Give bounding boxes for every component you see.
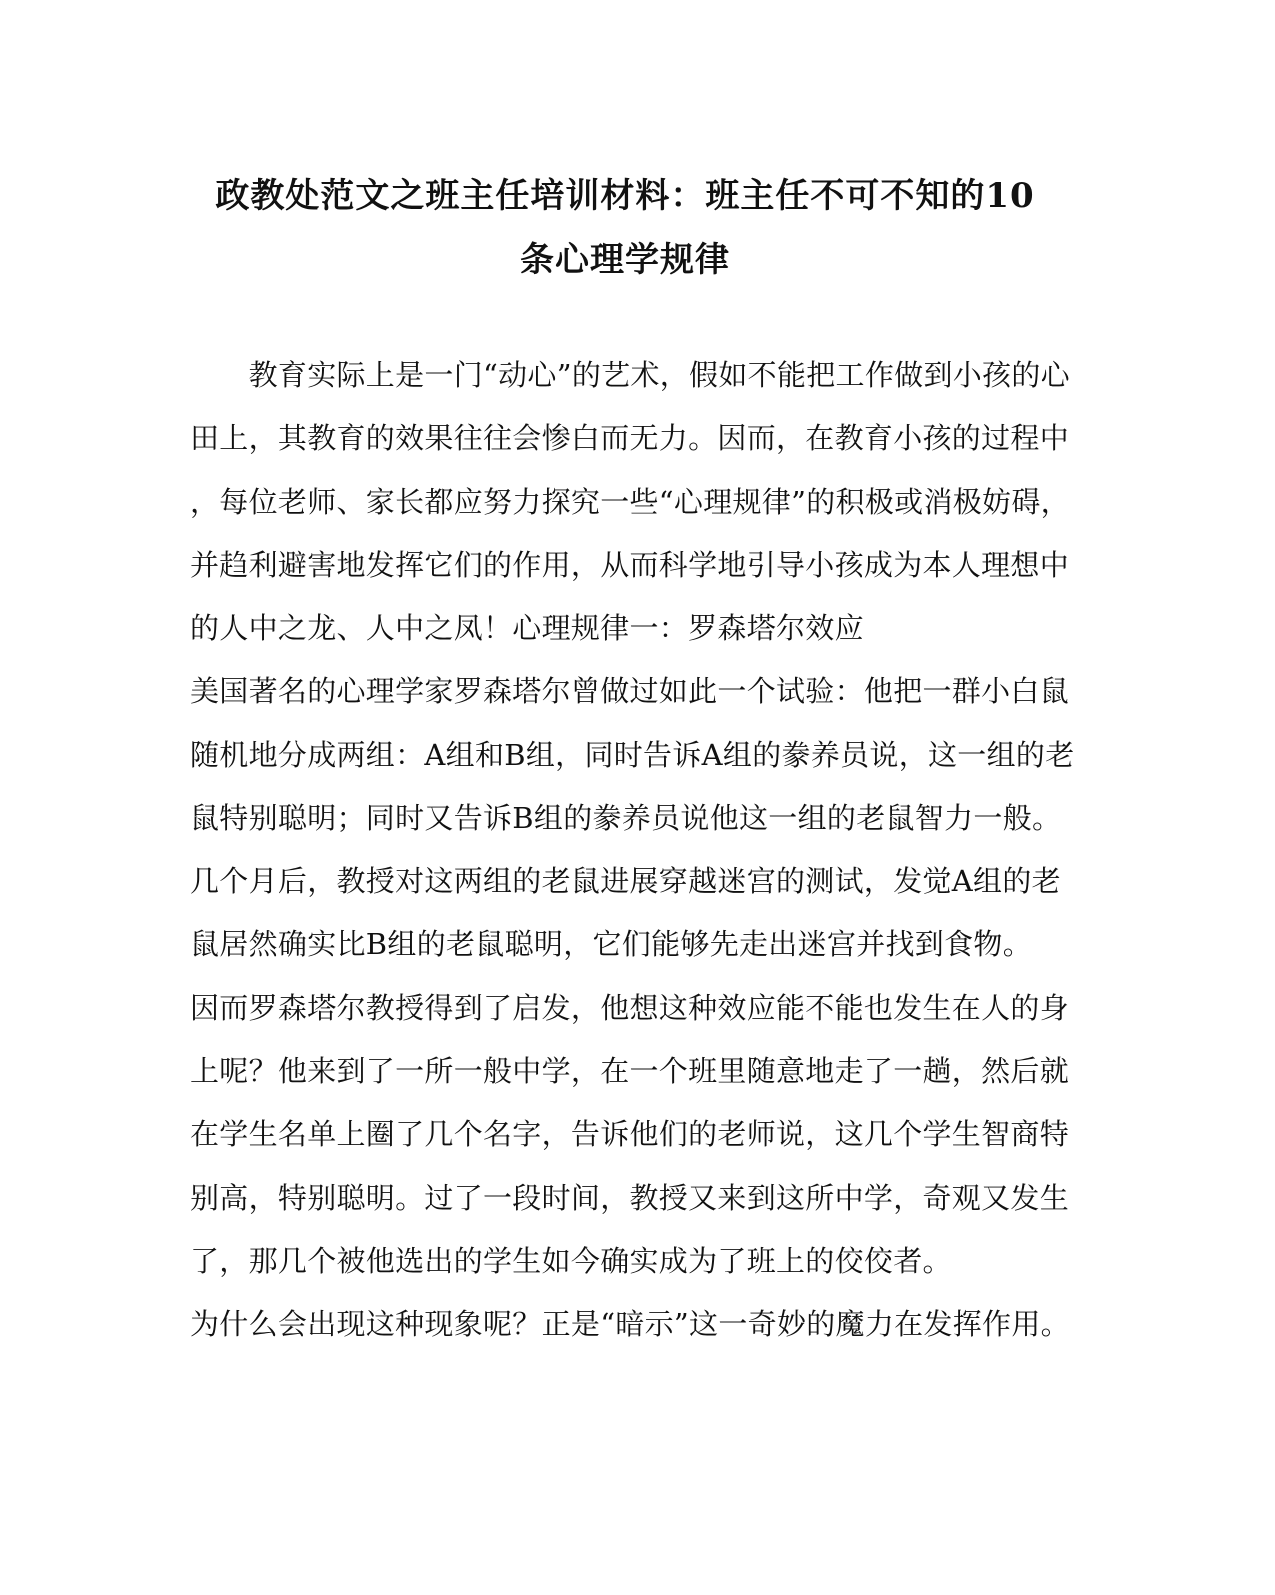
body-text-line: 美国著名的心理学家罗森塔尔曾做过如此一个试验：他把一群小白鼠 [190,674,1070,708]
body-text-line: 田上，其教育的效果往往会惨白而无力。因而，在教育小孩的过程中 [190,421,1070,455]
body-text-line: 因而罗森塔尔教授得到了启发，他想这种效应能不能也发生在人的身 [190,991,1070,1025]
body-text-line: 别高，特别聪明。过了一段时间，教授又来到这所中学，奇观又发生 [190,1181,1070,1215]
body-text-line: 了，那几个被他选出的学生如今确实成为了班上的佼佼者。 [190,1244,952,1278]
body-text-line: 在学生名单上圈了几个名字，告诉他们的老师说，这几个学生智商特 [190,1117,1070,1151]
body-text-line: 的人中之龙、人中之凤！心理规律一：罗森塔尔效应 [190,611,864,645]
document-title-line-2: 条心理学规律 [520,240,730,280]
body-text-line: 为什么会出现这种现象呢？正是“暗示”这一奇妙的魔力在发挥作用。 [190,1307,1070,1341]
body-text-line: ，每位老师、家长都应努力探究一些“心理规律”的积极或消极妨碍， [190,485,1070,519]
body-text-line: 教育实际上是一门“动心”的艺术，假如不能把工作做到小孩的心 [190,358,1070,392]
body-text-line: 几个月后，教授对这两组的老鼠进展穿越迷宫的测试，发觉A组的老 [190,864,1061,898]
body-text-line: 并趋利避害地发挥它们的作用，从而科学地引导小孩成为本人理想中 [190,548,1070,582]
body-text-line: 鼠特别聪明；同时又告诉B组的豢养员说他这一组的老鼠智力一般。 [190,801,1062,835]
body-text-line: 上呢？他来到了一所一般中学，在一个班里随意地走了一趟，然后就 [190,1054,1070,1088]
body-text-line: 随机地分成两组：A组和B组，同时告诉A组的豢养员说，这一组的老 [190,738,1075,772]
body-text-line: 鼠居然确实比B组的老鼠聪明，它们能够先走出迷宫并找到食物。 [190,927,1033,961]
document-title-line-1: 政教处范文之班主任培训材料：班主任不可不知的10 [215,176,1035,216]
